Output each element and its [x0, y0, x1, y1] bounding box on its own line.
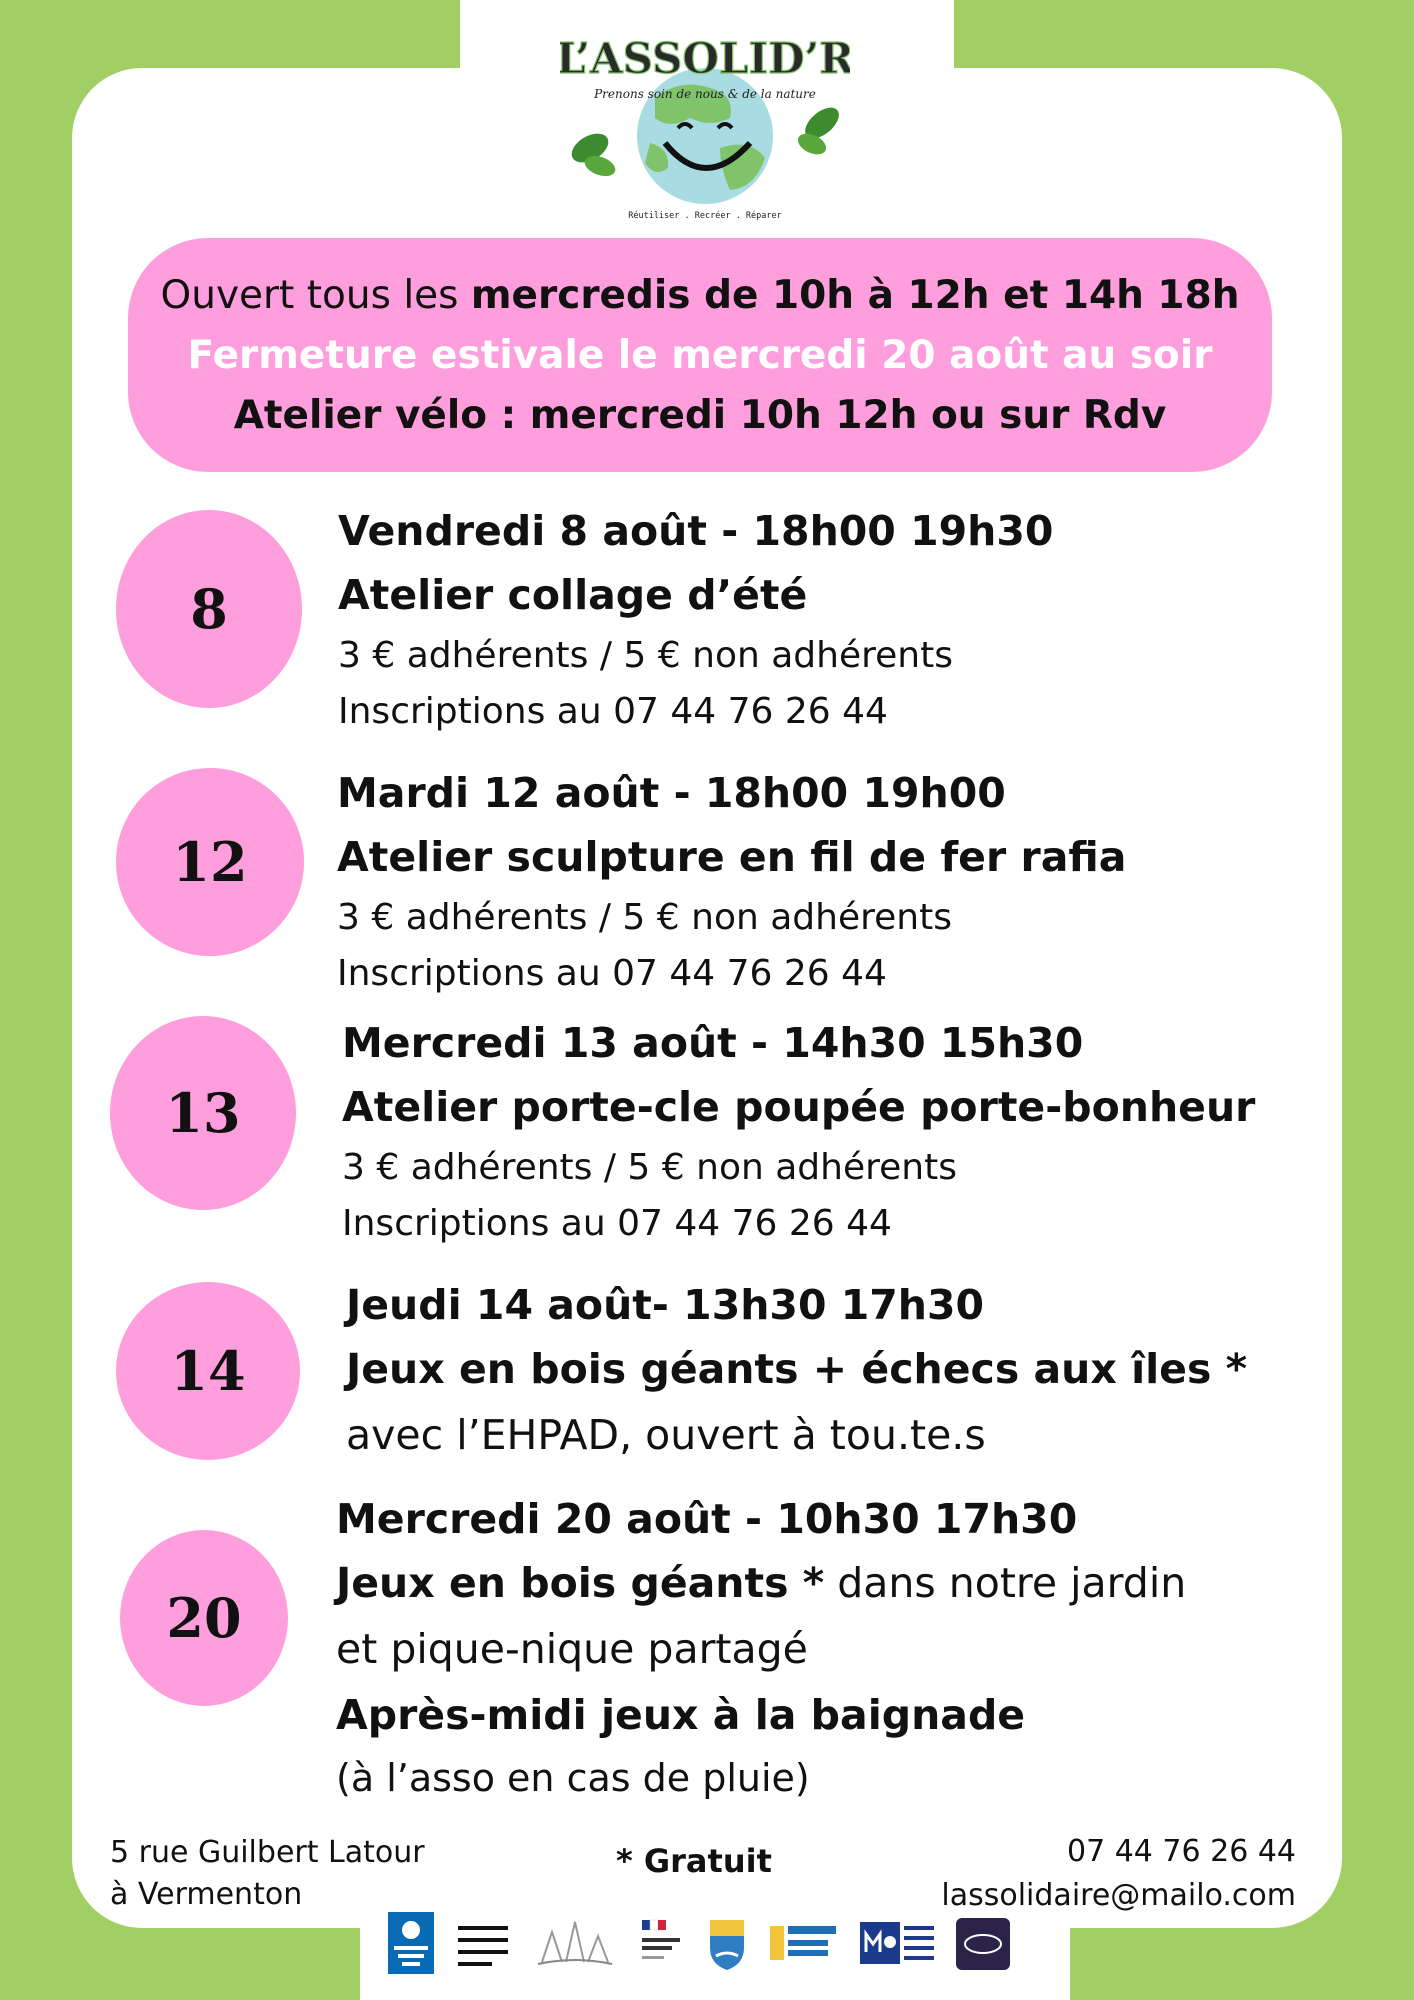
region-bfc-logo: [452, 1912, 514, 1974]
contact-phone: 07 44 76 26 44: [1066, 1834, 1296, 1869]
svg-text:Réutiliser . Recréer . Réparer: Réutiliser . Recréer . Réparer: [628, 211, 782, 221]
msa-logo: [858, 1912, 938, 1974]
event-line-4: (à l’asso en cas de pluie): [336, 1756, 810, 1800]
opening-hours-banner: [128, 238, 1272, 472]
event-heading: Vendredi 8 août - 18h00 19h30: [338, 507, 1054, 555]
day-badge-14: 14: [116, 1282, 300, 1460]
event-title: Atelier collage d’été: [338, 571, 808, 619]
event-title-line: [336, 1550, 1186, 1616]
vermenton-logo: [532, 1912, 618, 1974]
event-note: avec l’EHPAD, ouvert à tou.te.s: [346, 1411, 986, 1459]
fdfr89-logo: [768, 1912, 840, 1974]
event-heading: Jeudi 14 août- 13h30 17h30: [346, 1281, 985, 1329]
event-14-aout: [346, 1274, 1247, 1468]
event-13-aout: [342, 1012, 1255, 1252]
event-8-aout: [338, 500, 1053, 740]
bike-workshop-text: Atelier vélo : mercredi 10h 12h ou sur Rdv: [233, 393, 1167, 438]
event-heading: Mardi 12 août - 18h00 19h00: [337, 769, 1006, 817]
event-title-rest: dans notre jardin: [824, 1559, 1187, 1607]
event-signup: Inscriptions au 07 44 76 26 44: [338, 691, 888, 732]
event-line-2: et pique-nique partagé: [336, 1625, 808, 1673]
bike-workshop-line: [128, 386, 1272, 446]
caf-logo: [388, 1912, 434, 1974]
day-badge-12: 12: [116, 768, 304, 956]
opening-hours-prefix: Ouvert tous les: [160, 273, 471, 318]
event-heading: Mercredi 20 août - 10h30 17h30: [336, 1495, 1078, 1543]
day-badge-8: 8: [116, 510, 302, 708]
day-badge-13: 13: [110, 1016, 296, 1210]
svg-text:L’ASSOLID’R: L’ASSOLID’R: [560, 34, 850, 83]
event-title: Jeux en bois géants + échecs aux îles *: [346, 1345, 1248, 1393]
event-signup: Inscriptions au 07 44 76 26 44: [342, 1203, 892, 1244]
event-title: Atelier porte-cle poupée porte-bonheur: [342, 1083, 1256, 1131]
sponsor-logos: [388, 1905, 1038, 1980]
day-badge-20: 20: [120, 1530, 288, 1706]
address-line-1: 5 rue Guilbert Latour: [110, 1835, 425, 1870]
event-price: 3 € adhérents / 5 € non adhérents: [337, 897, 952, 938]
free-note: * Gratuit: [616, 1842, 772, 1880]
event-title: Jeux en bois géants *: [336, 1559, 825, 1607]
globe-logo-icon: [560, 18, 850, 230]
event-heading: Mercredi 13 août - 14h30 15h30: [342, 1019, 1084, 1067]
event-signup: Inscriptions au 07 44 76 26 44: [337, 953, 887, 994]
event-title: Atelier sculpture en fil de fer rafia: [337, 833, 1127, 881]
recycl-logo: [956, 1912, 1010, 1974]
commune-crest-logo: [704, 1912, 750, 1974]
summer-closure-line: Fermeture estivale le mercredi 20 août au soir: [187, 333, 1213, 378]
opening-hours-times: mercredis de 10h à 12h et 14h 18h: [470, 273, 1240, 318]
assolidr-logo: [560, 18, 850, 230]
event-price: 3 € adhérents / 5 € non adhérents: [342, 1147, 957, 1188]
opening-hours-line: [128, 266, 1272, 326]
svg-text:Prenons soin de nous & de la n: Prenons soin de nous & de la nature: [594, 87, 816, 101]
contact-email: lassolidaire@mailo.com: [941, 1878, 1296, 1913]
address-line-2: à Vermenton: [110, 1877, 303, 1912]
academie-dijon-logo: [636, 1912, 686, 1974]
event-price: 3 € adhérents / 5 € non adhérents: [338, 635, 953, 676]
address-block: [110, 1832, 425, 1916]
event-line-3: Après-midi jeux à la baignade: [336, 1691, 1026, 1739]
event-12-aout: [337, 762, 1126, 1002]
event-20-aout: [336, 1488, 1186, 1808]
